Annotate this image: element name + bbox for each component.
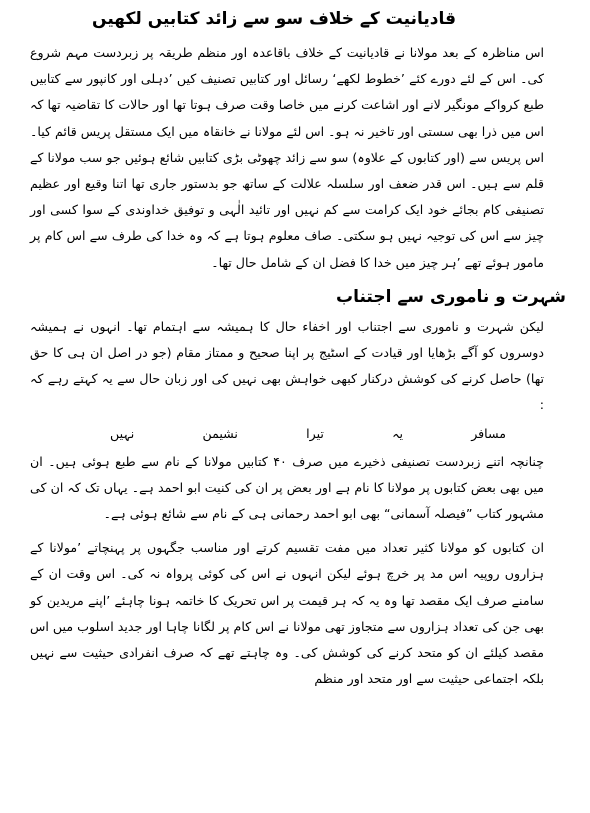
verse-word: نہیں — [110, 425, 135, 441]
verse-line — [30, 421, 566, 447]
verse-word: مسافر — [471, 425, 506, 441]
paragraph-avoiding-fame: لیکن شہرت و ناموری سے اجتناب اور اخفاء حال کا ہمیشہ سے اہتمام تھا۔ انہوں نے ہمیشہ دوسروں کو آگے بڑھایا اور قیادت کے اسٹیج پر اپنا صحیح و ممتاز مقام (جو در اصل ان ہی کا حق تھا) حاصل کرنے کی کوشش درکنار کبھی خواہش بھی نہیں کی اور زبان حال سے یہ کہتے رہے کہ : — [30, 318, 544, 413]
section-heading-avoiding-fame: شہرت و ناموری سے اجتناب — [336, 286, 566, 307]
verse-word: نشیمن — [202, 425, 238, 441]
document-page — [30, 6, 566, 692]
paragraph-published-books: چنانچہ اتنے زبردست تصنیفی ذخیرے میں صرف ۴۰ کتابیں مولانا کے نام سے طبع ہوئی ہیں۔ ان میں بھی بعض کتابوں پر مولانا کا نام ہے اور بعض پر ان کی کنیت ابو احمد ہے۔ یہاں تک کہ ان کی مشہور کتاب ”فیصلہ آسمانی“ بھی ابو احمد رحمانی ہی کے نام سے شائع ہوئی ہے۔ — [30, 453, 544, 522]
section-heading-qadianiyat: قادیانیت کے خلاف سو سے زائد کتابیں لکھیں — [92, 9, 456, 29]
verse-word: یہ — [392, 425, 403, 441]
verse-word: تیرا — [306, 425, 324, 441]
paragraph-free-distribution: ان کتابوں کو مولانا کثیر تعداد میں مفت تقسیم کرتے اور مناسب جگہوں پر پہنچاتے ’مولانا کے ہزاروں روپیہ اس مد پر خرچ ہوئے لیکن انہوں نے اس کی کوئی پرواہ نہ کی۔ اس وقت ان کے سامنے صرف ایک مقصد تھا وہ یہ کہ ہر قیمت پر اس تحریک کا خاتمہ ہونا چاہئے ’اپنے مریدین کو بھی جن کی تعداد ہزاروں سے متجاوز تھی مولانا نے اس کام پر لگانا چاہا اور جدید اسلوب میں اس مقصد کیلئے ان کو متحد کرنے کی کوشش کی۔ وہ چاہتے تھے کہ صرف انفرادی حیثیت سے نہیں بلکہ اجتماعی حیثیت سے اور متحد اور منظم — [30, 540, 544, 687]
paragraph-qadianiyat-campaign: اس مناظرہ کے بعد مولانا نے قادیانیت کے خلاف باقاعدہ اور منظم طریقہ پر زبردست مہم شروع کی۔ اس کے لئے دورے کئے ’خطوط لکھے‘ رسائل اور کتابیں تصنیف کیں ’دہلی اور کانپور سے کتابیں طبع کرواکے مونگیر لانے اور اشاعت کرنے میں خاصا وقت صرف ہوتا تھا اور حالات کا تقاضیہ تھا کہ اس میں ذرا بھی سستی اور تاخیر نہ ہو۔ اس لئے مولانا نے خانقاہ میں ایک مستقل پریس قائم کیا۔ اس پریس سے (اور کتابوں کے علاوہ) سو سے زائد چھوٹی بڑی کتابیں شائع ہوئیں جو سب مولانا کے قلم سے ہیں۔ اس قدر ضعف اور سلسلہ علالت کے ساتھ جو بدستور جاری تھا اتنا وقیع اور عظیم تصنیفی کام بجائے خود ایک کرامت سے کم نہیں اور تائید الٰہی و توفیق خداوندی کے سوا کسی اور چیز سے اس کی توجیہ نہیں ہو سکتی۔ صاف معلوم ہوتا ہے کہ وہ خدا کی طرف سے اس کام پر مامور ہوئے تھے ’ہر چیز میں خدا کا فضل ان کے شامل حال تھا۔ — [30, 45, 544, 270]
